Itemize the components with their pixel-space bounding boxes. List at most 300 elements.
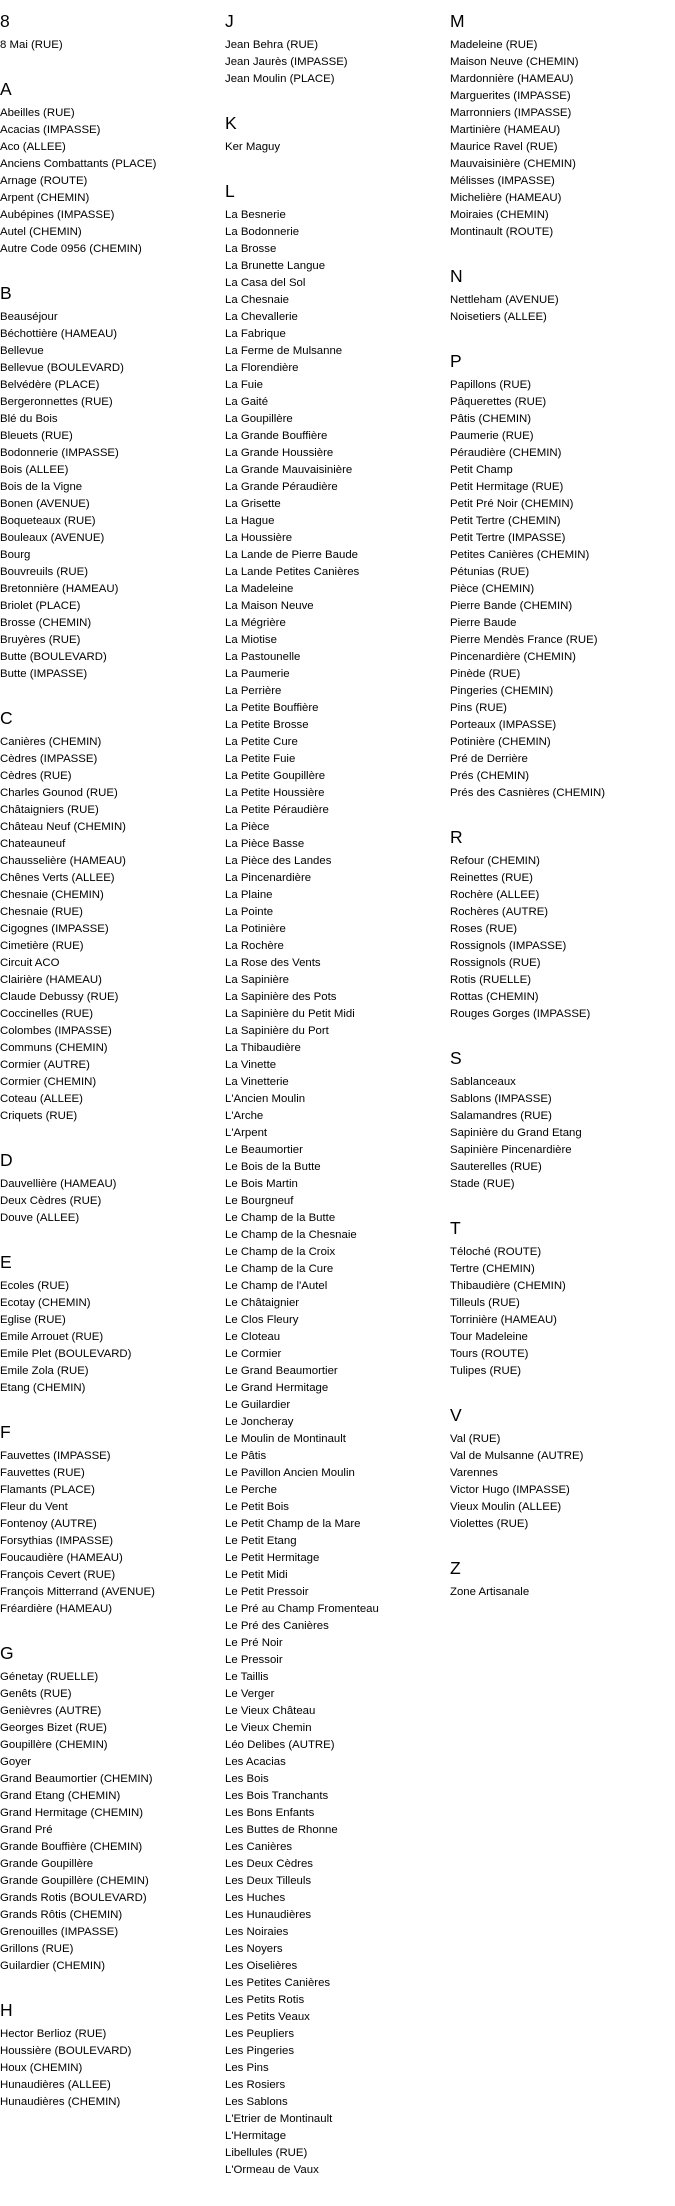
street-list-item: Mauvaisinière (CHEMIN) <box>450 158 576 170</box>
street-list-item: Les Sablons <box>225 2096 288 2108</box>
street-list <box>450 853 670 1023</box>
section-letter-heading: F <box>0 1422 11 1442</box>
street-list <box>0 105 220 258</box>
street-list-item: Le Petit Midi <box>225 1569 288 1581</box>
street-list-item: Château Neuf (CHEMIN) <box>0 821 126 833</box>
street-list-item: Cèdres (IMPASSE) <box>0 753 98 765</box>
street-list-item: Bellevue <box>0 345 44 357</box>
street-list-item: Ecotay (CHEMIN) <box>0 1297 91 1309</box>
street-list-item: Torrinière (HAMEAU) <box>450 1314 557 1326</box>
street-list-item: La Sapinière du Petit Midi <box>225 1008 355 1020</box>
street-list-item: Le Pâtis <box>225 1450 267 1462</box>
street-list-item: Bonen (AVENUE) <box>0 498 90 510</box>
street-list-item: Les Buttes de Rhonne <box>225 1824 338 1836</box>
section-letter-heading: A <box>0 79 12 99</box>
street-list-item: La Chesnaie <box>225 294 289 306</box>
section-letter-heading: L <box>225 181 235 201</box>
street-list-item: La Grande Mauvaisinière <box>225 464 353 476</box>
street-list-item: Le Clos Fleury <box>225 1314 299 1326</box>
street-list-item: L'Arpent <box>225 1127 268 1139</box>
street-list-item: Petit Tertre (IMPASSE) <box>450 532 566 544</box>
street-list-item: Pierre Mendès France (RUE) <box>450 634 598 646</box>
street-list-item: La Vinetterie <box>225 1076 289 1088</box>
street-list-item: Le Pré Noir <box>225 1637 283 1649</box>
section-gap <box>225 156 445 180</box>
street-list-item: La Pièce <box>225 821 270 833</box>
street-list-item: Petites Canières (CHEMIN) <box>450 549 590 561</box>
street-list-item: Marguerites (IMPASSE) <box>450 90 571 102</box>
street-list-item: Les Petits Veaux <box>225 2011 310 2023</box>
street-list-item: Tour Madeleine <box>450 1331 528 1343</box>
section-letter-heading: V <box>450 1405 462 1425</box>
street-list-item: Le Champ de l'Autel <box>225 1280 328 1292</box>
street-list-item: Etang (CHEMIN) <box>0 1382 86 1394</box>
street-list-item: Petit Champ <box>450 464 513 476</box>
street-list-item: Le Pavillon Ancien Moulin <box>225 1467 355 1479</box>
street-list-item: Tulipes (RUE) <box>450 1365 522 1377</box>
street-list-item: Aco (ALLEE) <box>0 141 66 153</box>
street-list-item: La Petite Cure <box>225 736 298 748</box>
section-letter-heading: H <box>0 2000 13 2020</box>
section-letter-heading: S <box>450 1048 462 1068</box>
letter-section <box>450 826 670 1023</box>
letter-section <box>0 1999 220 2111</box>
street-list-item: Thibaudière (CHEMIN) <box>450 1280 566 1292</box>
letter-section <box>450 265 670 326</box>
street-list-item: Blé du Bois <box>0 413 58 425</box>
street-list-item: Pâquerettes (RUE) <box>450 396 547 408</box>
street-list-item: Noisetiers (ALLEE) <box>450 311 547 323</box>
section-letter-heading: M <box>450 11 465 31</box>
street-list-item: Douve (ALLEE) <box>0 1212 80 1224</box>
street-list-item: Dauvellière (HAMEAU) <box>0 1178 117 1190</box>
street-list-item: Val de Mulsanne (AUTRE) <box>450 1450 584 1462</box>
street-list-item: Les Deux Cèdres <box>225 1858 314 1870</box>
street-list-item: Aubépines (IMPASSE) <box>0 209 115 221</box>
street-list-item: Roses (RUE) <box>450 923 518 935</box>
street-list-item: La Casa del Sol <box>225 277 306 289</box>
letter-section <box>450 10 670 241</box>
street-list-item: La Hague <box>225 515 275 527</box>
street-list-item: Le Verger <box>225 1688 275 1700</box>
street-list-item: Le Champ de la Butte <box>225 1212 336 1224</box>
street-list-item: Acacias (IMPASSE) <box>0 124 101 136</box>
index-column-1 <box>0 10 220 2111</box>
letter-section <box>225 10 445 88</box>
section-gap <box>0 54 220 78</box>
street-list-item: Salamandres (RUE) <box>450 1110 552 1122</box>
street-list-item: Forsythias (IMPASSE) <box>0 1535 114 1547</box>
street-list-item: Grillons (RUE) <box>0 1943 74 1955</box>
letter-section <box>225 180 445 2179</box>
street-list-item: La Pincenardière <box>225 872 312 884</box>
street-list-item: Les Canières <box>225 1841 293 1853</box>
street-list-item: Bruyères (RUE) <box>0 634 81 646</box>
street-list-item: Montinault (ROUTE) <box>450 226 554 238</box>
street-list-item: Emile Plet (BOULEVARD) <box>0 1348 132 1360</box>
street-list-item: Cigognes (IMPASSE) <box>0 923 109 935</box>
street-list-item: Stade (RUE) <box>450 1178 515 1190</box>
street-list-item: Fleur du Vent <box>0 1501 68 1513</box>
street-list-item: Nettleham (AVENUE) <box>450 294 559 306</box>
street-list-item: Rotis (RUELLE) <box>450 974 532 986</box>
street-list <box>225 37 445 88</box>
street-list-item: Autel (CHEMIN) <box>0 226 82 238</box>
street-list-item: Communs (CHEMIN) <box>0 1042 108 1054</box>
street-list-item: L'Etrier de Montinault <box>225 2113 333 2125</box>
street-list-item: Autre Code 0956 (CHEMIN) <box>0 243 142 255</box>
street-list-item: La Pièce Basse <box>225 838 305 850</box>
street-list-item: Claude Debussy (RUE) <box>0 991 119 1003</box>
street-list-item: Petit Tertre (CHEMIN) <box>450 515 561 527</box>
street-list-item: Circuit ACO <box>0 957 60 969</box>
street-list-item: Beauséjour <box>0 311 58 323</box>
street-list-item: La Florendière <box>225 362 299 374</box>
street-list-item: Paumerie (RUE) <box>450 430 534 442</box>
street-list-item: François Cevert (RUE) <box>0 1569 116 1581</box>
street-list-item: Pierre Bande (CHEMIN) <box>450 600 573 612</box>
section-gap <box>0 1227 220 1251</box>
street-list-item: Hector Berlioz (RUE) <box>0 2028 107 2040</box>
street-list-item: Bellevue (BOULEVARD) <box>0 362 124 374</box>
street-list-item: Maison Neuve (CHEMIN) <box>450 56 579 68</box>
street-list-item: Sablons (IMPASSE) <box>450 1093 552 1105</box>
street-list-item: Les Bois Tranchants <box>225 1790 329 1802</box>
section-letter-heading: G <box>0 1643 14 1663</box>
letter-section <box>0 282 220 683</box>
street-list-item: Grands Rôtis (CHEMIN) <box>0 1909 123 1921</box>
street-list-item: Rouges Gorges (IMPASSE) <box>450 1008 591 1020</box>
street-list-item: Butte (BOULEVARD) <box>0 651 107 663</box>
street-list <box>450 37 670 241</box>
street-list-item: La Houssière <box>225 532 293 544</box>
street-list-item: Cèdres (RUE) <box>0 770 72 782</box>
street-list-item: Criquets (RUE) <box>0 1110 78 1122</box>
street-list-item: Le Joncheray <box>225 1416 294 1428</box>
index-column-3 <box>450 10 670 1601</box>
street-list-item: Cimetière (RUE) <box>0 940 84 952</box>
street-list-item: Ker Maguy <box>225 141 281 153</box>
street-list-item: Grande Bouffière (CHEMIN) <box>0 1841 143 1853</box>
letter-section <box>0 10 220 54</box>
street-list-item: Le Petit Etang <box>225 1535 297 1547</box>
street-list-item: Genièvres (AUTRE) <box>0 1705 102 1717</box>
section-letter-heading: R <box>450 827 463 847</box>
street-list-item: La Maison Neuve <box>225 600 314 612</box>
street-list-item: La Grisette <box>225 498 281 510</box>
street-list-item: Papillons (RUE) <box>450 379 532 391</box>
street-list-item: Chesnaie (RUE) <box>0 906 83 918</box>
street-list-item: Pièce (CHEMIN) <box>450 583 535 595</box>
street-list-item: Bois de la Vigne <box>0 481 83 493</box>
street-list-item: Pétunias (RUE) <box>450 566 530 578</box>
street-list-item: Victor Hugo (IMPASSE) <box>450 1484 570 1496</box>
street-list-item: Rottas (CHEMIN) <box>450 991 539 1003</box>
street-list-item: Le Petit Bois <box>225 1501 289 1513</box>
street-list-item: Bouvreuils (RUE) <box>0 566 88 578</box>
street-list-item: La Madeleine <box>225 583 294 595</box>
street-list-item: La Petite Houssière <box>225 787 325 799</box>
street-list-item: Deux Cèdres (RUE) <box>0 1195 102 1207</box>
street-list-item: Les Hunaudières <box>225 1909 312 1921</box>
street-list-item: Grand Beaumortier (CHEMIN) <box>0 1773 153 1785</box>
street-list-item: Mélisses (IMPASSE) <box>450 175 555 187</box>
street-list-item: Le Pré des Canières <box>225 1620 329 1632</box>
street-list-item: Sapinière Pincenardière <box>450 1144 572 1156</box>
street-list-item: Pincenardière (CHEMIN) <box>450 651 576 663</box>
street-list-item: Pierre Baude <box>450 617 517 629</box>
street-list-item: La Pastounelle <box>225 651 301 663</box>
street-list-item: Chateauneuf <box>0 838 66 850</box>
street-list <box>0 1448 220 1618</box>
street-list-item: Guilardier (CHEMIN) <box>0 1960 106 1972</box>
street-list-item: La Lande Petites Canières <box>225 566 360 578</box>
street-list-item: La Chevallerie <box>225 311 298 323</box>
street-list-item: Jean Behra (RUE) <box>225 39 319 51</box>
street-list-item: Charles Gounod (RUE) <box>0 787 118 799</box>
street-list-item: Reinettes (RUE) <box>450 872 533 884</box>
street-list-item: Jean Moulin (PLACE) <box>225 73 335 85</box>
street-list-item: Le Grand Hermitage <box>225 1382 329 1394</box>
street-list-item: La Miotise <box>225 634 277 646</box>
street-list-item: Téloché (ROUTE) <box>450 1246 542 1258</box>
letter-section <box>225 112 445 156</box>
letter-section <box>450 1557 670 1601</box>
street-list-item: La Potinière <box>225 923 286 935</box>
street-list-item: La Petite Brosse <box>225 719 309 731</box>
street-list-item: L'Arche <box>225 1110 264 1122</box>
street-list-item: Marronniers (IMPASSE) <box>450 107 572 119</box>
street-list-item: Briolet (PLACE) <box>0 600 81 612</box>
street-list-item: Tertre (CHEMIN) <box>450 1263 535 1275</box>
street-list-item: La Besnerie <box>225 209 286 221</box>
street-list-item: La Perrière <box>225 685 282 697</box>
street-list-item: Génetay (RUELLE) <box>0 1671 99 1683</box>
street-list-item: Goupillère (CHEMIN) <box>0 1739 108 1751</box>
street-list-item: Les Bons Enfants <box>225 1807 315 1819</box>
street-list-item: La Thibaudière <box>225 1042 301 1054</box>
street-list-item: Le Cloteau <box>225 1331 281 1343</box>
street-list-item: Les Pingeries <box>225 2045 295 2057</box>
street-list-item: Boqueteaux (RUE) <box>0 515 96 527</box>
street-list-item: Coccinelles (RUE) <box>0 1008 94 1020</box>
street-list-item: Grand Etang (CHEMIN) <box>0 1790 121 1802</box>
section-letter-heading: P <box>450 351 462 371</box>
street-list <box>450 377 670 802</box>
street-list-item: La Vinette <box>225 1059 277 1071</box>
street-list-item: La Fabrique <box>225 328 286 340</box>
street-list-item: Val (RUE) <box>450 1433 501 1445</box>
street-list-item: Le Champ de la Croix <box>225 1246 336 1258</box>
street-list-item: Petit Hermitage (RUE) <box>450 481 564 493</box>
street-list-item: Le Taillis <box>225 1671 269 1683</box>
street-list-item: François Mitterrand (AVENUE) <box>0 1586 155 1598</box>
street-list-item: La Petite Bouffière <box>225 702 319 714</box>
street-list-item: Clairière (HAMEAU) <box>0 974 102 986</box>
street-list-item: Foucaudière (HAMEAU) <box>0 1552 123 1564</box>
street-list-item: La Petite Fuie <box>225 753 296 765</box>
street-list-item: Fauvettes (RUE) <box>0 1467 85 1479</box>
street-list-item: Les Deux Tilleuls <box>225 1875 312 1887</box>
street-list-item: Refour (CHEMIN) <box>450 855 540 867</box>
street-list-item: La Goupillère <box>225 413 293 425</box>
street-list-item: Eglise (RUE) <box>0 1314 66 1326</box>
section-letter-heading: 8 <box>0 11 10 31</box>
street-list-item: Le Petit Hermitage <box>225 1552 320 1564</box>
letter-section <box>0 1149 220 1227</box>
street-list-item: Bois (ALLEE) <box>0 464 69 476</box>
street-list-item: Genêts (RUE) <box>0 1688 72 1700</box>
street-list-item: Les Noyers <box>225 1943 283 1955</box>
letter-section <box>0 707 220 1125</box>
street-list-item: Cormier (AUTRE) <box>0 1059 90 1071</box>
street-list-item: Moiraies (CHEMIN) <box>450 209 549 221</box>
street-list-item: La Gaité <box>225 396 269 408</box>
section-letter-heading: C <box>0 708 13 728</box>
section-gap <box>450 326 670 350</box>
street-list-item: Zone Artisanale <box>450 1586 530 1598</box>
street-list-item: Pins (RUE) <box>450 702 507 714</box>
street-list-item: Le Pré au Champ Fromenteau <box>225 1603 379 1615</box>
street-list <box>0 37 220 54</box>
street-list-item: Mardonnière (HAMEAU) <box>450 73 574 85</box>
street-list-item: Chênes Verts (ALLEE) <box>0 872 115 884</box>
street-list <box>0 1278 220 1397</box>
letter-section <box>0 1642 220 1975</box>
street-list-item: Le Petit Champ de la Mare <box>225 1518 361 1530</box>
street-list-item: L'Ancien Moulin <box>225 1093 306 1105</box>
street-list-item: Les Huches <box>225 1892 286 1904</box>
street-list-item: Varennes <box>450 1467 498 1479</box>
street-list-item: Le Beaumortier <box>225 1144 303 1156</box>
section-letter-heading: J <box>225 11 234 31</box>
street-list-item: Les Noiraies <box>225 1926 289 1938</box>
street-list-item: La Grande Péraudière <box>225 481 338 493</box>
street-list-item: Emile Arrouet (RUE) <box>0 1331 104 1343</box>
street-list-item: La Sapinière du Port <box>225 1025 329 1037</box>
street-list-item: Rossignols (RUE) <box>450 957 541 969</box>
street-list-item: Arnage (ROUTE) <box>0 175 88 187</box>
section-gap <box>450 241 670 265</box>
section-letter-heading: B <box>0 283 12 303</box>
street-list-item: Pingeries (CHEMIN) <box>450 685 554 697</box>
section-gap <box>0 1397 220 1421</box>
street-list-item: Grande Goupillère (CHEMIN) <box>0 1875 149 1887</box>
street-list-item: Le Pressoir <box>225 1654 283 1666</box>
street-list-item: Pré de Derrière <box>450 753 528 765</box>
street-list-item: Houssière (BOULEVARD) <box>0 2045 132 2057</box>
street-list-item: Rossignols (IMPASSE) <box>450 940 567 952</box>
street-list-item: 8 Mai (RUE) <box>0 39 63 51</box>
street-list-item: Arpent (CHEMIN) <box>0 192 90 204</box>
street-list-item: Châtaigniers (RUE) <box>0 804 99 816</box>
street-list-item: Grand Hermitage (CHEMIN) <box>0 1807 144 1819</box>
street-list-item: Libellules (RUE) <box>225 2147 308 2159</box>
street-list <box>450 1584 670 1601</box>
street-list-item: Violettes (RUE) <box>450 1518 529 1530</box>
street-list-item: Grande Goupillère <box>0 1858 94 1870</box>
street-list-item: Le Petit Pressoir <box>225 1586 309 1598</box>
section-gap <box>0 1618 220 1642</box>
street-list-item: Les Bois <box>225 1773 269 1785</box>
street-list-item: La Ferme de Mulsanne <box>225 345 343 357</box>
street-list-item: Rochères (AUTRE) <box>450 906 549 918</box>
street-list-item: Sablanceaux <box>450 1076 516 1088</box>
street-list-item: Anciens Combattants (PLACE) <box>0 158 157 170</box>
street-list-item: L'Hermitage <box>225 2130 287 2142</box>
street-list-item: Houx (CHEMIN) <box>0 2062 83 2074</box>
street-list-item: La Fuie <box>225 379 263 391</box>
street-list-item: Chausselière (HAMEAU) <box>0 855 126 867</box>
street-list-item: La Bodonnerie <box>225 226 300 238</box>
section-gap <box>0 683 220 707</box>
street-list-item: Belvédère (PLACE) <box>0 379 100 391</box>
street-list-item: La Rose des Vents <box>225 957 321 969</box>
street-list-item: Pâtis (CHEMIN) <box>450 413 532 425</box>
street-list-item: Porteaux (IMPASSE) <box>450 719 557 731</box>
street-list-item: Le Moulin de Montinault <box>225 1433 346 1445</box>
section-gap <box>450 1023 670 1047</box>
section-gap <box>450 1380 670 1404</box>
street-list-item: Le Perche <box>225 1484 277 1496</box>
street-list-item: La Petite Péraudière <box>225 804 329 816</box>
street-list-item: La Paumerie <box>225 668 290 680</box>
street-list-item: Les Petits Rotis <box>225 1994 305 2006</box>
street-list-item: Grands Rotis (BOULEVARD) <box>0 1892 147 1904</box>
street-list-item: Coteau (ALLEE) <box>0 1093 83 1105</box>
section-gap <box>0 1975 220 1999</box>
street-list-item: Bodonnerie (IMPASSE) <box>0 447 119 459</box>
street-list-item: Les Acacias <box>225 1756 286 1768</box>
street-list-item: Hunaudières (CHEMIN) <box>0 2096 121 2108</box>
section-gap <box>450 1193 670 1217</box>
street-list-item: Les Peupliers <box>225 2028 295 2040</box>
street-list <box>0 1176 220 1227</box>
letter-section <box>450 1047 670 1193</box>
street-list-item: Michelière (HAMEAU) <box>450 192 562 204</box>
section-letter-heading: N <box>450 266 463 286</box>
street-list-item: La Sapinière des Pots <box>225 991 337 1003</box>
street-list-item: Prés des Casnières (CHEMIN) <box>450 787 606 799</box>
street-list-item: Goyer <box>0 1756 32 1768</box>
letter-section <box>0 1251 220 1397</box>
street-list-item: Léo Delibes (AUTRE) <box>225 1739 335 1751</box>
street-list-item: Butte (IMPASSE) <box>0 668 88 680</box>
street-list-item: Béchottière (HAMEAU) <box>0 328 118 340</box>
street-list-item: La Sapinière <box>225 974 289 986</box>
street-list-item: Tours (ROUTE) <box>450 1348 529 1360</box>
street-list-item: Bouleaux (AVENUE) <box>0 532 105 544</box>
street-list <box>450 1074 670 1193</box>
street-list-item: Le Bois Martin <box>225 1178 298 1190</box>
street-list-item: Sauterelles (RUE) <box>450 1161 542 1173</box>
street-list-item: Le Grand Beaumortier <box>225 1365 338 1377</box>
section-gap <box>450 802 670 826</box>
street-list-item: Martinière (HAMEAU) <box>450 124 561 136</box>
street-list-item: Bretonnière (HAMEAU) <box>0 583 119 595</box>
street-list-item: Petit Pré Noir (CHEMIN) <box>450 498 574 510</box>
street-list-item: Les Rosiers <box>225 2079 286 2091</box>
street-list-item: Le Vieux Chemin <box>225 1722 312 1734</box>
street-list-item: Fréardière (HAMEAU) <box>0 1603 113 1615</box>
street-list-item: La Plaine <box>225 889 273 901</box>
street-list-item: Fauvettes (IMPASSE) <box>0 1450 111 1462</box>
street-list-item: L'Ormeau de Vaux <box>225 2164 319 2176</box>
letter-section <box>0 1421 220 1618</box>
street-list-item: Grand Pré <box>0 1824 53 1836</box>
street-list-item: Canières (CHEMIN) <box>0 736 102 748</box>
letter-section <box>450 1404 670 1533</box>
